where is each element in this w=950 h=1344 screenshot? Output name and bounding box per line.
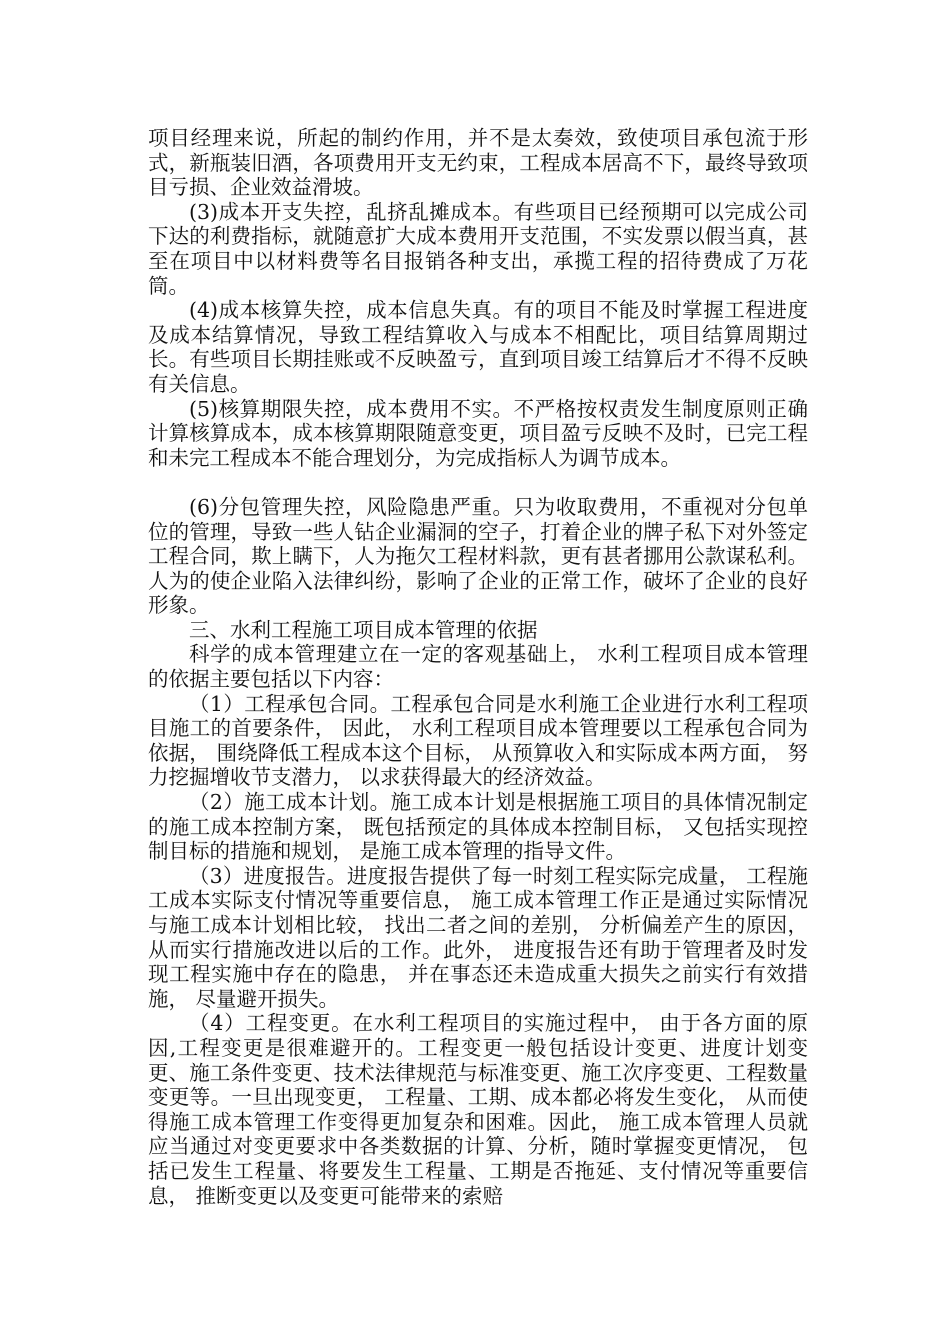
paragraph-subcontract: (6)分包管理失控，风险隐患严重。只为收取费用，不重视对分包单位的管理，导致一些人钻企业漏洞的空子，打着企业的牌子私下对外签定工程合同，欺上瞒下，人为拖欠工程材料款，更有甚者挪用公款谋私利。人为的使企业陷入法律纠纷，影响了企业的正常工作，破坏了企业的良好形象。	[148, 494, 808, 618]
paragraph-continued: 项目经理来说，所起的制约作用，并不是太奏效，致使项目承包流于形式，新瓶装旧酒，各项费用开支无约束，工程成本居高不下，最终导致项目亏损、企业效益滑坡。	[148, 126, 808, 200]
paragraph-cost-expenditure: (3)成本开支失控，乱挤乱摊成本。有些项目已经预期可以完成公司下达的利费指标，就随意扩大成本费用开支范围，不实发票以假当真，甚至在项目中以材料费等名目报销各种支出，承揽工程的招待费成了万花筒。	[148, 199, 808, 298]
blank-line	[148, 470, 808, 495]
paragraph-progress-report: （3）进度报告。进度报告提供了每一时刻工程实际完成量， 工程施工成本实际支付情况等重要信息， 施工成本管理工作正是通过实际情况与施工成本计划相比较， 找出二者之间的差别， 分析偏差产生的原因， 从而实行措施改进以后的工作。此外， 进度报告还有助于管理者及时发现工程实施中存在的隐患， 并在事态还未造成重大损失之前实行有效措施， 尽量避开损失。	[148, 863, 808, 1011]
section-heading: 三、水利工程施工项目成本管理的依据	[189, 617, 538, 642]
paragraph-basis-intro: 科学的成本管理建立在一定的客观基础上， 水利工程项目成本管理的依据主要包括以下内容：	[148, 642, 808, 692]
paragraph-accounting-period: (5)核算期限失控，成本费用不实。不严格按权责发生制度原则正确计算核算成本，成本核算期限随意变更，项目盈亏反映不及时，已完工程和未完工程成本不能合理划分，为完成指标人为调节成本。	[148, 396, 808, 470]
document-body	[148, 126, 808, 1208]
paragraph-cost-accounting: (4)成本核算失控，成本信息失真。有的项目不能及时掌握工程进度及成本结算情况，导致工程结算收入与成本不相配比，项目结算周期过长。有些项目长期挂账或不反映盈亏，直到项目竣工结算后才不得不反映有关信息。	[148, 298, 808, 396]
paragraph-cost-plan: （2）施工成本计划。施工成本计划是根据施工项目的具体情况制定的施工成本控制方案， 既包括预定的具体成本控制目标， 又包括实现控制目标的措施和规划， 是施工成本管理的指导文件。	[148, 790, 808, 864]
paragraph-contract: （1）工程承包合同。工程承包合同是水利施工企业进行水利工程项目施工的首要条件， 因此， 水利工程项目成本管理要以工程承包合同为依据， 围绕降低工程成本这个目标， 从预算收入和实际成本两方面， 努力挖掘增收节支潜力， 以求获得最大的经济效益。	[148, 691, 808, 790]
paragraph-change: （4）工程变更。在水利工程项目的实施过程中， 由于各方面的原因,工程变更是很难避开的。工程变更一般包括设计变更、进度计划变更、施工条件变更、技术法律规范与标准变更、施工次序变更、工程数量变更等。一旦出现变更， 工程量、工期、成本都必将发生变化， 从而使得施工成本管理工作变得更加复杂和困难。因此， 施工成本管理人员就应当通过对变更要求中各类数据的计算、分析，随时掌握变更情况， 包括已发生工程量、将要发生工程量、工期是否拖延、支付情况等重要信息， 推断变更以及变更可能带来的索赔	[148, 1011, 808, 1208]
